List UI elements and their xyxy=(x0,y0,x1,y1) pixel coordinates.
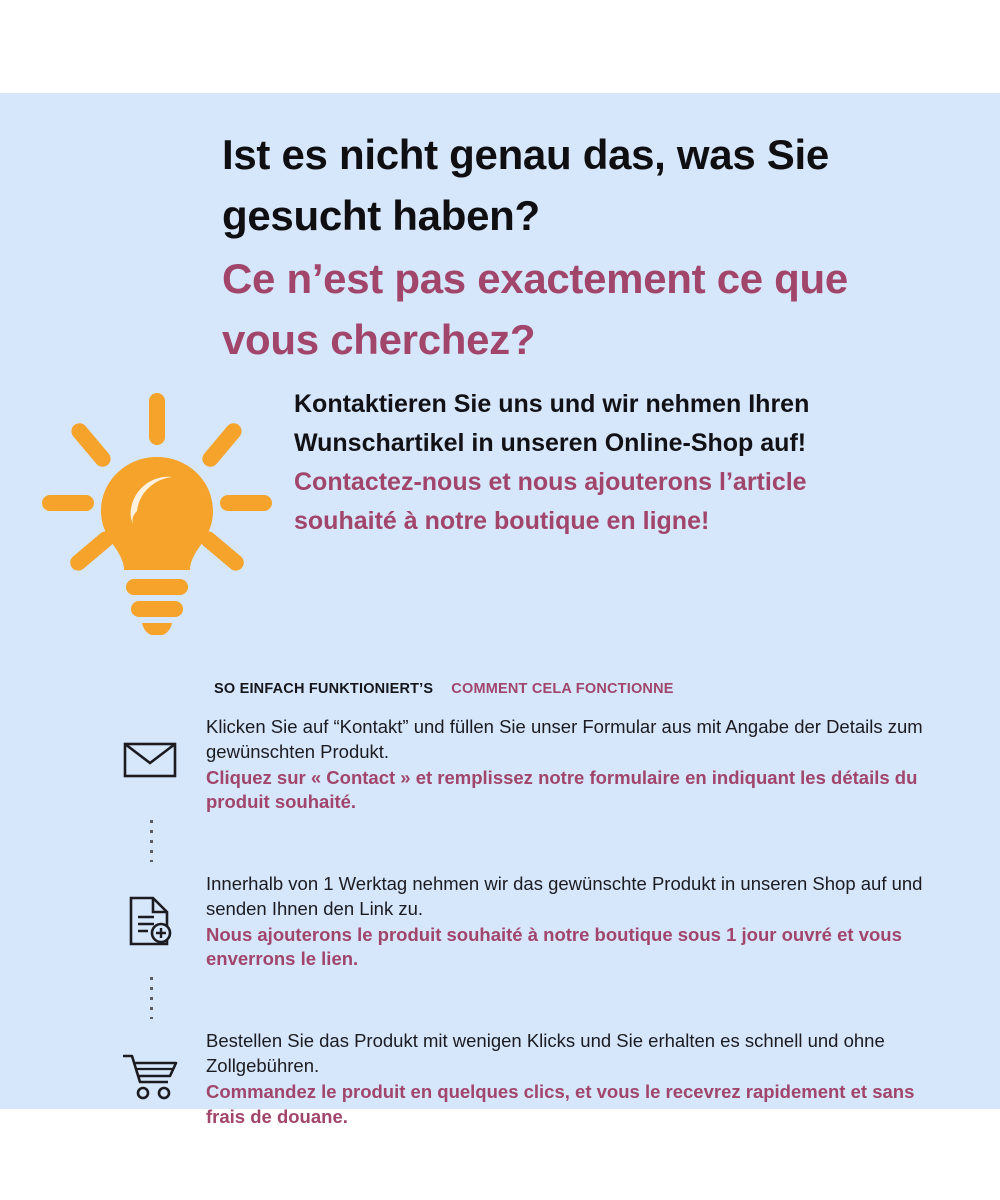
how-it-works-label xyxy=(214,681,674,697)
headline-french: Ce n’est pas exactement ce que vous cherchez? xyxy=(222,254,848,363)
steps-list xyxy=(120,710,950,1129)
step-text-french: Nous ajouterons le produit souhaité à notre boutique sous 1 jour ouvré et vous enverrons le lien. xyxy=(206,923,902,970)
step-text-french: Commandez le produit en quelques clics, et vous le recevrez rapidement et sans frais de douane. xyxy=(206,1080,915,1127)
step-text-german: Bestellen Sie das Produkt mit wenigen Klicks und Sie erhalten es schnell und ohne Zollgebühren. xyxy=(206,1030,885,1077)
shopping-cart-icon xyxy=(120,1024,180,1100)
headline-block xyxy=(222,125,932,371)
step-text xyxy=(206,710,950,815)
document-add-icon xyxy=(120,867,180,947)
how-it-works-label-french: COMMENT CELA FONCTIONNE xyxy=(451,681,674,697)
how-it-works-label-german: SO EINFACH FUNKTIONIERT’S xyxy=(214,681,434,697)
subheading-block xyxy=(294,385,914,540)
step-text-german: Klicken Sie auf “Kontakt” und füllen Sie unser Formular aus mit Angabe der Details zum gewünschten Produkt. xyxy=(206,716,923,762)
step-text xyxy=(206,867,950,972)
step-text-french: Cliquez sur « Contact » et remplissez notre formulaire en indiquant les détails du produit souhaité. xyxy=(206,766,918,813)
step-item xyxy=(120,1024,950,1129)
headline-german: Ist es nicht genau das, was Sie gesucht haben? xyxy=(222,131,829,239)
dotted-connector xyxy=(120,972,950,1024)
step-item xyxy=(120,710,950,815)
dotted-connector xyxy=(120,815,950,867)
subheading-german: Kontaktieren Sie uns und wir nehmen Ihren Wunschartikel in unseren Online-Shop auf! xyxy=(294,390,810,457)
step-text-german: Innerhalb von 1 Werktag nehmen wir das gewünschte Produkt in unseren Shop auf und senden Ihnen den Link zu. xyxy=(206,873,923,919)
step-item xyxy=(120,867,950,972)
step-text xyxy=(206,1024,950,1129)
subheading-french: Contactez-nous et nous ajouterons l’article souhaité à notre boutique en ligne! xyxy=(294,468,807,535)
envelope-icon xyxy=(120,710,180,780)
lightbulb-idea-icon xyxy=(36,385,276,635)
